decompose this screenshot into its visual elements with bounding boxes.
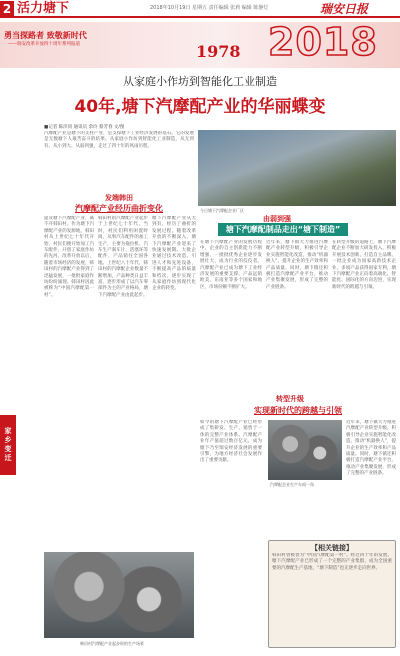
column-1: 提及塘下汽摩配产业，离不开韩田村。作为塘下汽摩配产业的发源地，韩田村从上世纪七十年代开始，村民们便开始加工汽车配件，开创了家庭作坊的先河。改革开放以后，随着市场经济的发展，韩田村的汽摩配产业得到了迅猛发展，一批批家庭作坊纷纷涌现。韩田村因此被称为“中国汽摩配第一村”。	[44, 216, 94, 298]
side-label: 家乡变迁	[0, 415, 16, 475]
related-title: 【相关链接】	[311, 544, 353, 552]
section-title-1: 发端韩田	[105, 194, 133, 202]
section-subtitle-1: 汽摩配产业经历曲折变化	[75, 204, 163, 213]
section-title-2: 由弱到强	[263, 215, 291, 223]
factory-photo	[198, 130, 396, 206]
series-slogan: 勇当探路者 致敬新时代	[4, 31, 87, 40]
section-title-3: 转型升级	[276, 395, 304, 403]
page-section-title: 活力塘下	[17, 1, 70, 16]
column-4: 在塘下汽摩配产业的发展历程中，企业的自主创新能力不断增强，一批批优秀企业逐步发展壮大，成为行业的佼佼者。汽摩配产业已成为塘下工业经济发展的重要支撑，产品远销欧美、东南亚等多个国家和地区，市场份额不断扩大。	[200, 240, 262, 290]
column-5: 近年来，塘下镇大力推进汽摩配产业转型升级，积极引导企业实施智能化改造，推动“机器换人”，提升企业的生产效率和产品质量。同时，塘下镇还积极打造汽摩配产业平台，推动产业集聚发展，形成了完整的产业链条。	[266, 240, 328, 290]
section-subtitle-3: 实现新时代的跨越与引领	[254, 406, 342, 415]
page-number: 2	[0, 1, 14, 17]
newspaper-logo: 瑞安日报	[320, 2, 369, 16]
historic-photo	[44, 552, 194, 638]
column-2: 韩田村的汽摩配产业起步于上世纪七十年代。当时，村民们利用闲置时间，从事汽车配件的加工生产，主要为拖拉机、汽车生产刹车片、活塞环等配件，产品销往全国各地。上世纪八十年代，韩田村的汽摩配企业数量不断增加，产品种类日益丰富，逐步形成了以汽车零部件为主的产业格局，塘下汽摩配产业由此起步。	[98, 216, 148, 298]
headline-subtitle: 从家庭小作坊到智能化工业制造	[123, 75, 277, 88]
intro-paragraph: 汽摩配产业是塘下的支柱产业，是支撑塘下工业经济发展的基石。它的发展是无数塘下人艰苦奋斗的结果。从家庭小作坊到智能化工业制造，从无到有、从小到大、从弱到强，走过了四十年的风雨历程。	[44, 131, 194, 149]
historic-caption: 韩田村汽摩配产业起步时的生产场景	[80, 641, 144, 646]
page-info: 2018年10月19日 星期五 责任编辑 张莉 编辑 陈静灯	[150, 5, 269, 11]
year-start: 1978	[196, 42, 241, 61]
headline-title: 40年,塘下汽摩配产业的华丽蝶变	[74, 97, 326, 117]
year-end: 2018	[268, 20, 378, 64]
series-subtitle: ——瑞安改革开放四十周年系列报道	[8, 42, 80, 47]
workshop-photo	[268, 420, 342, 480]
photo-caption: 今日塘下汽摩配企业厂区	[200, 208, 244, 213]
column-3: 塘下汽摩配产业从无到有，经历了曲折的发展过程。随着改革开放的不断深入，塘下汽摩配产业迎来了快速发展期。大批企业通过技术改造、引进人才和先进设备，不断提高产品的质量和档次，逐步实现了从家庭作坊到现代化企业的转变。	[152, 216, 196, 292]
related-text: 韩田村曾被誉为“中国汽摩配第一村”。经过四十年的发展，塘下汽摩配产业已形成了一个完整的产业集群，成为全国重要的汽摩配生产基地，“塘下制造”也正逐步走向世界。	[272, 553, 392, 571]
column-6: 在转型升级的道路上，塘下汽摩配企业不断加大研发投入，积极开展技术创新，打造自主品牌。一批企业成为国家高新技术企业，多项产品获得国家专利，塘下汽摩配产业正向着高端化、智能化、国际化的方向迈进，实现新时代的跨越与引领。	[332, 240, 396, 290]
workshop-caption: 汽摩配企业生产车间一角	[270, 482, 314, 487]
column-7: 如今的塘下汽摩配产业已经形成了集研发、生产、销售于一体的完整产业体系。汽摩配产业年产值超过数百亿元，成为塘下乃至瑞安经济发展的重要引擎，为地方经济社会发展作出了重要贡献。	[200, 420, 262, 464]
byline: ■记者 陈洋同 通讯员 余玲 蔡芳春 文/图	[44, 125, 125, 130]
column-8: 近年来，塘下镇大力推进汽摩配产业转型升级，积极引导企业实施智能化改造，推动“机器换人”，提升企业的生产效率和产品质量。同时，塘下镇还积极打造汽摩配产业平台，推动产业集聚发展，形成了完整的产业链条。	[346, 420, 396, 477]
section-subtitle-2: 塘下汽摩配制品走出“塘下制造”	[218, 223, 348, 236]
